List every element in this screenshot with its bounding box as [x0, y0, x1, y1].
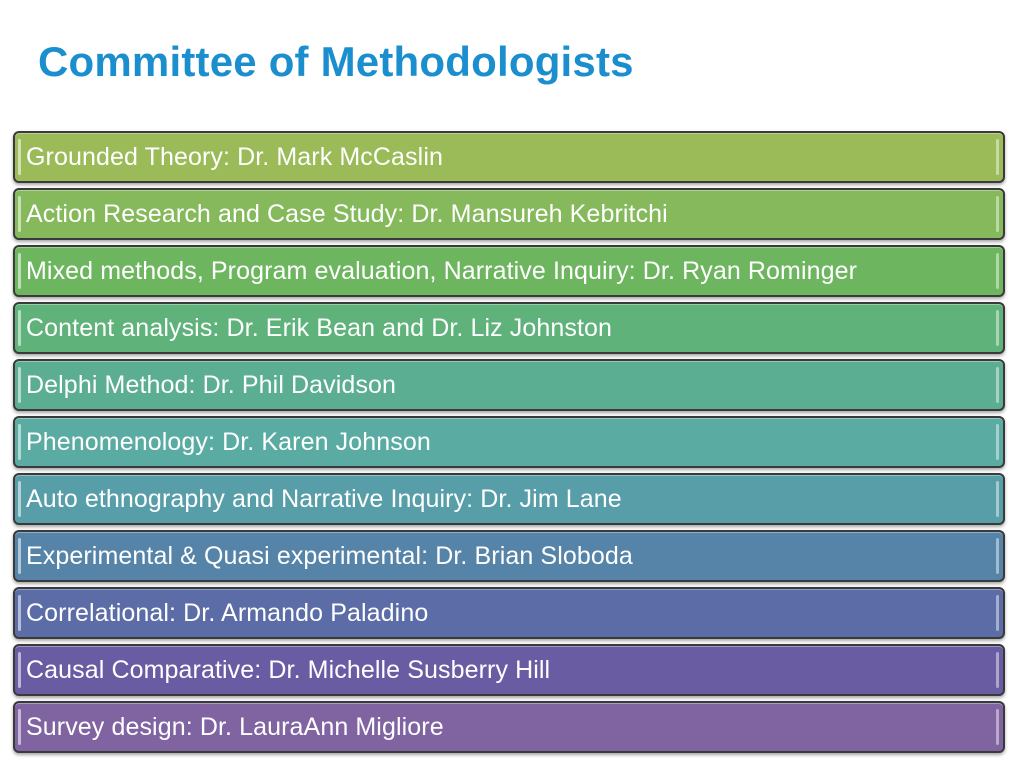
list-item-survey-design — [13, 701, 1005, 753]
list-item-delphi-method — [13, 359, 1005, 411]
list-item-correlational — [13, 587, 1005, 639]
list-item-phenomenology — [13, 416, 1005, 468]
list-item-label: Delphi Method: Dr. Phil Davidson — [26, 370, 397, 399]
list-item-grounded-theory — [13, 131, 1005, 183]
list-item-content-analysis — [13, 302, 1005, 354]
list-item-label: Auto ethnography and Narrative Inquiry: Dr. Jim Lane — [26, 484, 622, 513]
list-item-mixed-methods — [13, 245, 1005, 297]
list-item-label: Phenomenology: Dr. Karen Johnson — [26, 427, 431, 456]
methodologist-list — [13, 131, 1005, 758]
list-item-causal-comparative — [13, 644, 1005, 696]
list-item-label: Causal Comparative: Dr. Michelle Susberry Hill — [26, 655, 551, 684]
list-item-action-research — [13, 188, 1005, 240]
list-item-label: Survey design: Dr. LauraAnn Migliore — [26, 712, 444, 741]
list-item-label: Experimental & Quasi experimental: Dr. Brian Sloboda — [26, 541, 633, 570]
list-item-label: Content analysis: Dr. Erik Bean and Dr. Liz Johnston — [26, 313, 613, 342]
list-item-label: Action Research and Case Study: Dr. Mansureh Kebritchi — [26, 199, 668, 228]
list-item-auto-ethnography — [13, 473, 1005, 525]
slide-title: Committee of Methodologists — [38, 38, 634, 85]
list-item-label: Correlational: Dr. Armando Paladino — [26, 598, 429, 627]
list-item-label: Grounded Theory: Dr. Mark McCaslin — [26, 142, 443, 171]
list-item-label: Mixed methods, Program evaluation, Narrative Inquiry: Dr. Ryan Rominger — [26, 256, 858, 285]
list-item-experimental — [13, 530, 1005, 582]
